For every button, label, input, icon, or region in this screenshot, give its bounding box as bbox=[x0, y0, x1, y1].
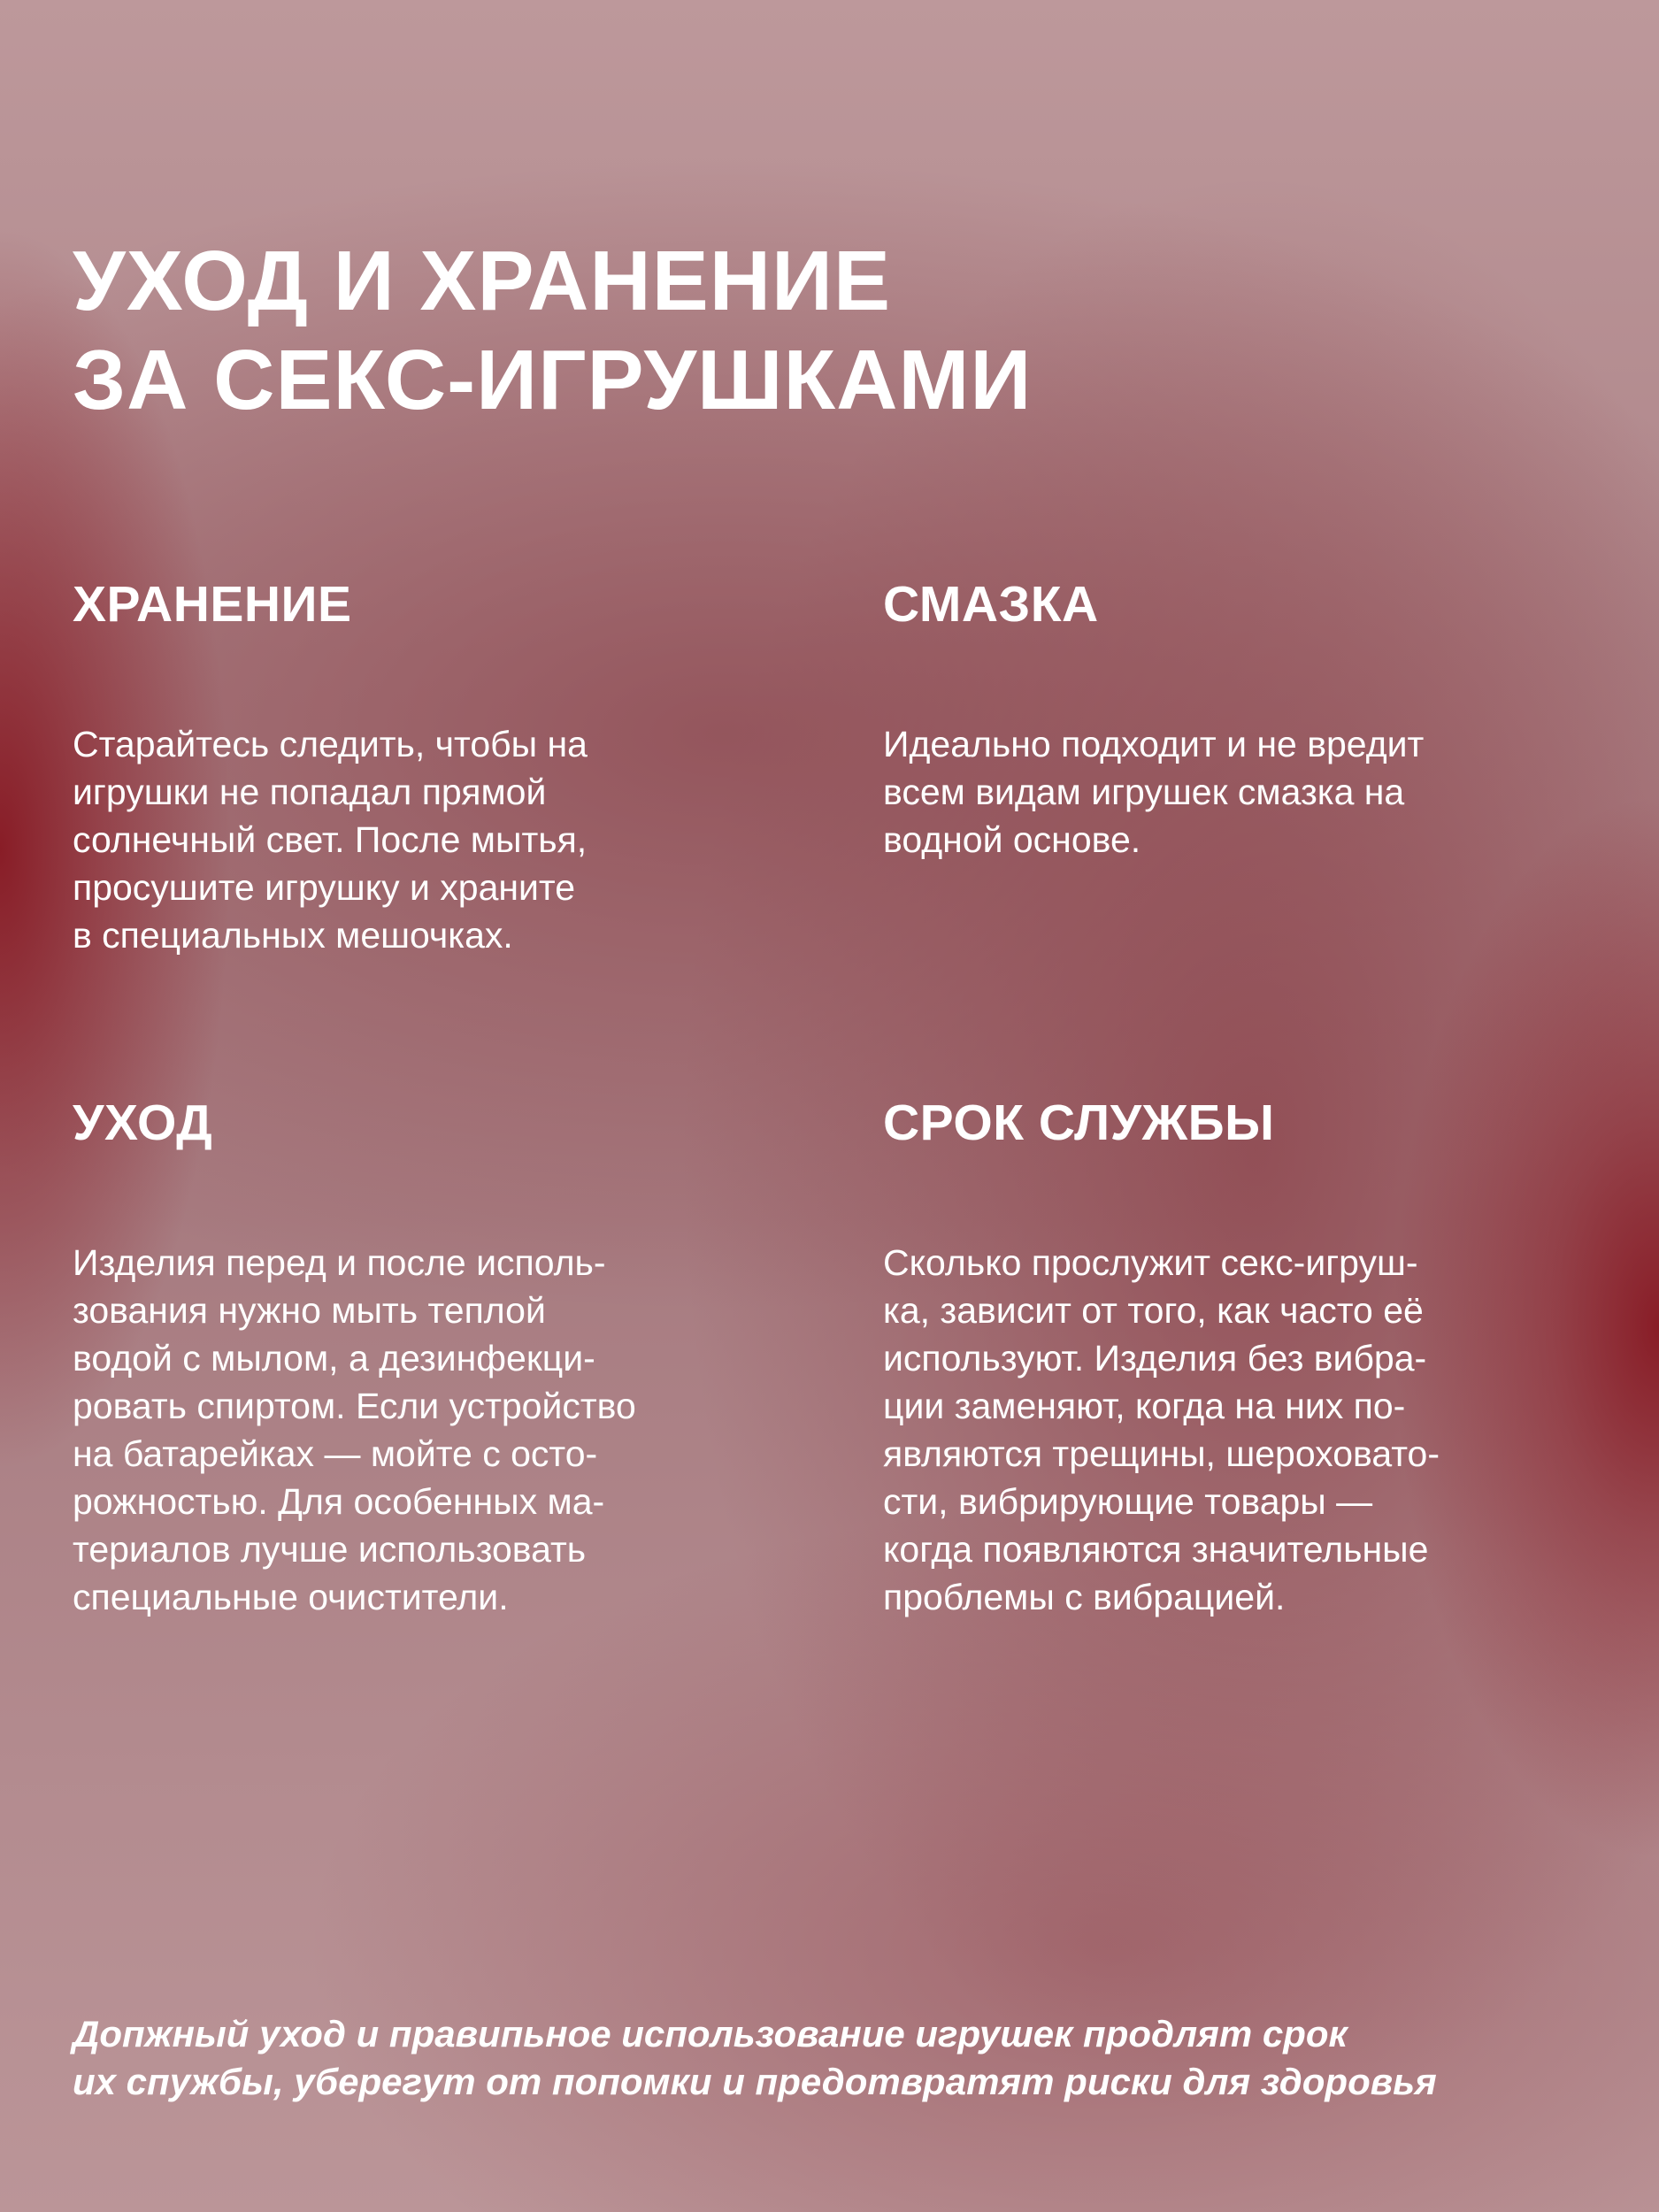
lifespan-heading: СРОК СЛУЖБЫ bbox=[883, 1094, 1275, 1151]
lube-text: Идеально подходит и не вредит всем видам игрушек смазка на водной основе. bbox=[883, 724, 1425, 860]
storage-heading: ХРАНЕНИЕ bbox=[73, 576, 352, 633]
page-title-line-2: ЗА СЕКС-ИГРУШКАМИ bbox=[73, 333, 1033, 427]
care-text: Изделия перед и после исполь- зования нужно мыть теплой водой с мылом, а дезинфекци- ровать спиртом. Если устройство на батарейках — мойте с осто- рожностью. Для особенных ма- териалов лучше использовать специальные очистители. bbox=[73, 1242, 636, 1617]
lube-section bbox=[883, 575, 1626, 864]
care-heading: УХОД bbox=[73, 1094, 213, 1151]
page-title bbox=[73, 232, 1032, 430]
storage-section bbox=[73, 575, 816, 959]
lube-heading: СМАЗКА bbox=[883, 576, 1099, 633]
footer-note: Допжный уход и правипьное использование игрушек продлят срок их спужбы, уберегут от попомки и предотвратят риски для здоровья bbox=[73, 2013, 1437, 2102]
storage-text: Старайтесь следить, чтобы на игрушки не попадал прямой солнечный свет. После мытья, просушите игрушку и храните в специальных мешочках. bbox=[73, 724, 588, 956]
lifespan-section bbox=[883, 1094, 1626, 1621]
page-title-line-1: УХОД И ХРАНЕНИЕ bbox=[73, 234, 892, 328]
care-section bbox=[73, 1094, 816, 1621]
lifespan-text: Сколько прослужит секс-игруш- ка, зависит от того, как часто её используют. Изделия без вибра- ции заменяют, когда на них по- являются трещины, шероховато- сти, вибрирующие товары — когда появляются значительные проблемы с вибрацией. bbox=[883, 1242, 1440, 1617]
